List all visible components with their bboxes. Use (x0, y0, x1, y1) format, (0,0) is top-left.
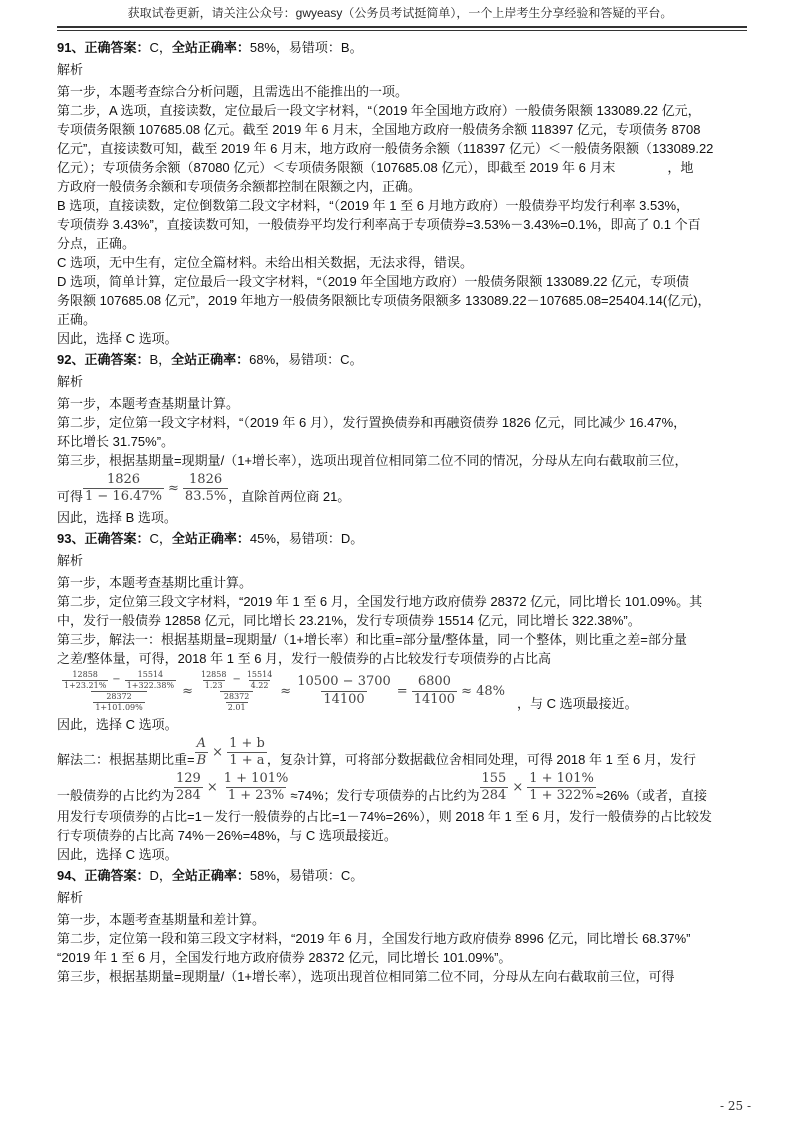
fraction (222, 771, 291, 805)
conclusion: 因此，选择 C 选项。 (57, 846, 178, 862)
paragraph-line: 用发行专项债券的占比=1－发行一般债券的占比=1－74%=26%），则 2018 年 1 至 6 月，发行一般债券的占比较发 (57, 808, 712, 824)
fraction (125, 670, 176, 691)
analysis-heading: 解析 (57, 552, 84, 568)
page-header: 获取试卷更新，请关注公众号：gwyeasy（公务员考试挺简单），一个上岸考生分享经验和答疑的平台。 (127, 6, 673, 20)
paragraph-line: 第二步，定位第一段文字材料，“（2019 年 6 月），发行置换债券和再融资债券 1826 亿元，同比减少 16.47%， (57, 415, 687, 430)
numerator: 10500 − 3700 (297, 674, 391, 690)
analysis-heading: 解析 (57, 889, 84, 905)
denominator (91, 691, 146, 713)
paragraph-line: 分点，正确。 (57, 236, 136, 251)
fraction (222, 692, 251, 713)
numerator: 129 (176, 771, 201, 786)
formula-result: ≈ 48% (461, 683, 505, 699)
conclusion: 因此，选择 B 选项。 (57, 509, 177, 525)
fraction (245, 670, 274, 691)
numerator (60, 670, 178, 691)
formula-suffix: ，直除首两位商 21。 (228, 488, 351, 504)
page-number: - 25 - (720, 1099, 752, 1113)
paragraph-line: C 选项，无中生有，定位全篇材料。未给出相关数据，无法求得，错误。 (57, 255, 474, 270)
header-rule (57, 30, 747, 31)
text: 一般债券的占比约为 (57, 787, 175, 803)
paragraph-line: 亿元”，直接读数可知，截至 2019 年 6 月末，地方政府一般债务余额（118397 亿元）＜一般债务限额（133089.22 (57, 141, 714, 156)
denominator: 14100 (323, 691, 365, 707)
fraction (227, 736, 267, 770)
numerator: 12858 (200, 669, 227, 679)
rate-value: 58%，易错项：C。 (249, 867, 364, 883)
fraction (480, 771, 509, 805)
fraction (199, 670, 228, 691)
analysis-heading: 解析 (57, 62, 84, 77)
method2-prefix: 解法二：根据基期比重= (57, 752, 195, 767)
approx-sign: ≈ (280, 683, 292, 699)
paragraph-line: 第三步，根据基期量=现期量/（1+增长率），选项出现首位相同第二位不同的情况，分母从左向右截取前三位， (57, 453, 688, 468)
question-92-title (57, 350, 747, 369)
numerator: 15514 (246, 669, 273, 679)
denominator: 1+322.38% (126, 680, 175, 690)
fraction (83, 472, 164, 506)
denominator: 1+101.09% (95, 702, 143, 712)
denominator: 83.5% (184, 489, 227, 505)
title-label: 93、正确答案： (57, 530, 150, 546)
numerator: 1 + 101% (223, 771, 289, 786)
method2-suffix: ，复杂计算，可将部分数据截位舍相同处理，可得 2018 年 1 至 6 月，发行 (266, 752, 696, 767)
denominator: 2.01 (227, 702, 246, 712)
page-content (57, 36, 747, 986)
times-sign: × (212, 744, 224, 760)
numerator: 6800 (417, 674, 451, 690)
numerator: 28372 (223, 691, 250, 701)
conclusion: 因此，选择 C 选项。 (57, 331, 178, 346)
paragraph-line: 第一步，本题考查基期量计算。 (57, 396, 240, 411)
paragraph-line: 第三步，解法一：根据基期量=现期量/（1+增长率）和比重=部分量/整体量，同一个整体，则比重之差=部分量 (57, 631, 687, 647)
paragraph-line: 正确。 (57, 312, 97, 327)
title-label: 94、正确答案： (57, 867, 150, 883)
formula-line (57, 472, 747, 506)
formula-line (57, 771, 747, 805)
fraction (195, 736, 209, 770)
numerator: 28372 (106, 691, 132, 701)
paragraph-line: 第二步，定位第三段文字材料，“2019 年 1 至 6 月，全国发行地方政府债券 28372 亿元，同比增长 101.09%。其 (57, 593, 703, 609)
rate-label: 全站正确率： (171, 867, 250, 883)
title-label: 92、正确答案： (57, 352, 150, 367)
formula-suffix: ，与 C 选项最接近。 (516, 695, 638, 711)
paragraph-line: “2019 年 1 至 6 月，全国发行地方政府债券 28372 亿元，同比增长 101.09%”。 (57, 949, 512, 965)
denominator (220, 691, 253, 713)
denominator: 1.23 (204, 680, 223, 690)
paragraph-line: 之差/整体量，可得，2018 年 1 至 6 月，发行一般债券的占比较发行专项债券的占比高 (57, 650, 552, 666)
formula-prefix: 可得 (57, 488, 84, 504)
numerator: 155 (481, 771, 507, 786)
denominator: B (196, 752, 207, 768)
minus-sign: − (112, 673, 121, 685)
paragraph-line: 第一步，本题考查基期量和差计算。 (57, 911, 266, 927)
numerator: 12858 (72, 669, 98, 679)
title-label: 91、正确答案： (57, 40, 150, 55)
answer: C， (149, 40, 172, 55)
paragraph-line: 中，发行一般债券 12858 亿元，同比增长 23.21%，发行专项债券 15514 亿元，同比增长 322.38%”。 (57, 612, 641, 628)
compound-fraction (60, 670, 178, 713)
paragraph-line: 专项债券 3.43%”，直接读数可知，一般债券平均发行利率高于专项债券=3.53%－3.43%=0.1%，即高了 0.1 个百 (57, 217, 701, 232)
paragraph-line: 第三步，根据基期量=现期量/（1+增长率），选项出现首位相同第二位不同，分母从左向右截取前三位，可得 (57, 968, 675, 984)
compound-fraction (197, 670, 276, 713)
rate-value: 58%，易错项：B。 (249, 40, 363, 55)
question-91-title (57, 38, 747, 57)
paragraph-line: 方政府一般债务余额和专项债务余额都控制在限额之内，正确。 (57, 179, 422, 194)
fraction (412, 674, 457, 708)
question-93-title (57, 529, 747, 548)
numerator: A (196, 735, 207, 751)
approx-sign: ≈ (168, 481, 179, 497)
paragraph-line: 第一步，本题考查基期比重计算。 (57, 574, 253, 590)
denominator: 284 (176, 788, 201, 804)
analysis-heading: 解析 (57, 374, 84, 389)
denominator: 1 − 16.47% (85, 489, 163, 505)
text: ≈26%（或者，直接 (595, 787, 707, 803)
paragraph-line: 环比增长 31.75%”。 (57, 434, 175, 449)
formula-line (57, 736, 747, 770)
fraction (527, 771, 596, 805)
denominator: 1 + a (229, 752, 265, 768)
denominator: 284 (481, 788, 507, 804)
paragraph-line: D 选项，简单计算，定位最后一段文字材料，“（2019 年全国地方政府）一般债务限额 133089.22 亿元，专项债 (57, 274, 690, 289)
numerator: 1 + 101% (529, 771, 594, 786)
answer: C， (149, 530, 172, 546)
numerator: 1826 (106, 472, 141, 487)
rate-label: 全站正确率： (171, 40, 250, 55)
question-94-title (57, 866, 747, 885)
paragraph-line: 第一步，本题考查综合分析问题，且需选出不能推出的一项。 (57, 84, 409, 99)
rate-label: 全站正确率： (171, 530, 250, 546)
equals-sign: = (396, 683, 408, 699)
paragraph-line: 亿元）；专项债务余额（87080 亿元）＜专项债务限额（107685.08 亿元），即截至 2019 年 6 月末 ，地 (57, 160, 694, 175)
minus-sign: − (232, 673, 241, 685)
denominator: 1+23.21% (64, 680, 107, 690)
denominator: 4.22 (250, 680, 269, 690)
answer: B， (149, 352, 172, 367)
paragraph-line: 专项债务限额 107685.08 亿元。截至 2019 年 6 月末，全国地方政府一般债务余额 118397 亿元，专项债务 8708 (57, 122, 701, 137)
header-rule (57, 26, 747, 28)
fraction (93, 692, 144, 713)
rate-value: 45%，易错项：D。 (249, 530, 364, 546)
numerator (197, 670, 276, 691)
rate-value: 68%，易错项：C。 (249, 352, 363, 367)
paragraph-line: 行专项债券的占比高 74%－26%=48%，与 C 选项最接近。 (57, 827, 397, 843)
paragraph-line: 第二步，定位第一段和第三段文字材料，“2019 年 6 月，全国发行地方政府债券 8996 亿元，同比增长 68.37%” (57, 930, 691, 946)
text: ≈74%；发行专项债券的占比约为 (290, 787, 480, 803)
numerator: 1826 (189, 472, 223, 487)
formula-block (57, 670, 747, 713)
answer: D， (149, 867, 172, 883)
fraction (183, 472, 228, 506)
times-sign: × (206, 780, 218, 796)
times-sign: × (512, 780, 524, 796)
numerator: 15514 (137, 669, 164, 679)
approx-sign: ≈ (182, 683, 193, 699)
denominator: 1 + 322% (529, 788, 594, 804)
numerator: 1 + b (229, 735, 265, 751)
denominator: 1 + 23% (227, 788, 285, 804)
fraction (174, 771, 203, 805)
paragraph-line: 第二步，A 选项，直接读数，定位最后一段文字材料，“（2019 年全国地方政府）一般债务限额 133089.22 亿元， (57, 103, 701, 118)
paragraph-line: 务限额 107685.08 亿元”，2019 年地方一般债务限额比专项债务限额多 133089.22－107685.08=25404.14(亿元)， (57, 293, 711, 308)
paragraph-line: B 选项，直接读数，定位倒数第二段文字材料，“（2019 年 1 至 6 月地方政府）一般债券平均发行利率 3.53%， (57, 198, 690, 213)
denominator: 14100 (413, 691, 456, 707)
rate-label: 全站正确率： (171, 352, 250, 367)
conclusion: 因此，选择 C 选项。 (57, 716, 178, 732)
fraction (295, 674, 393, 708)
fraction (62, 670, 108, 691)
